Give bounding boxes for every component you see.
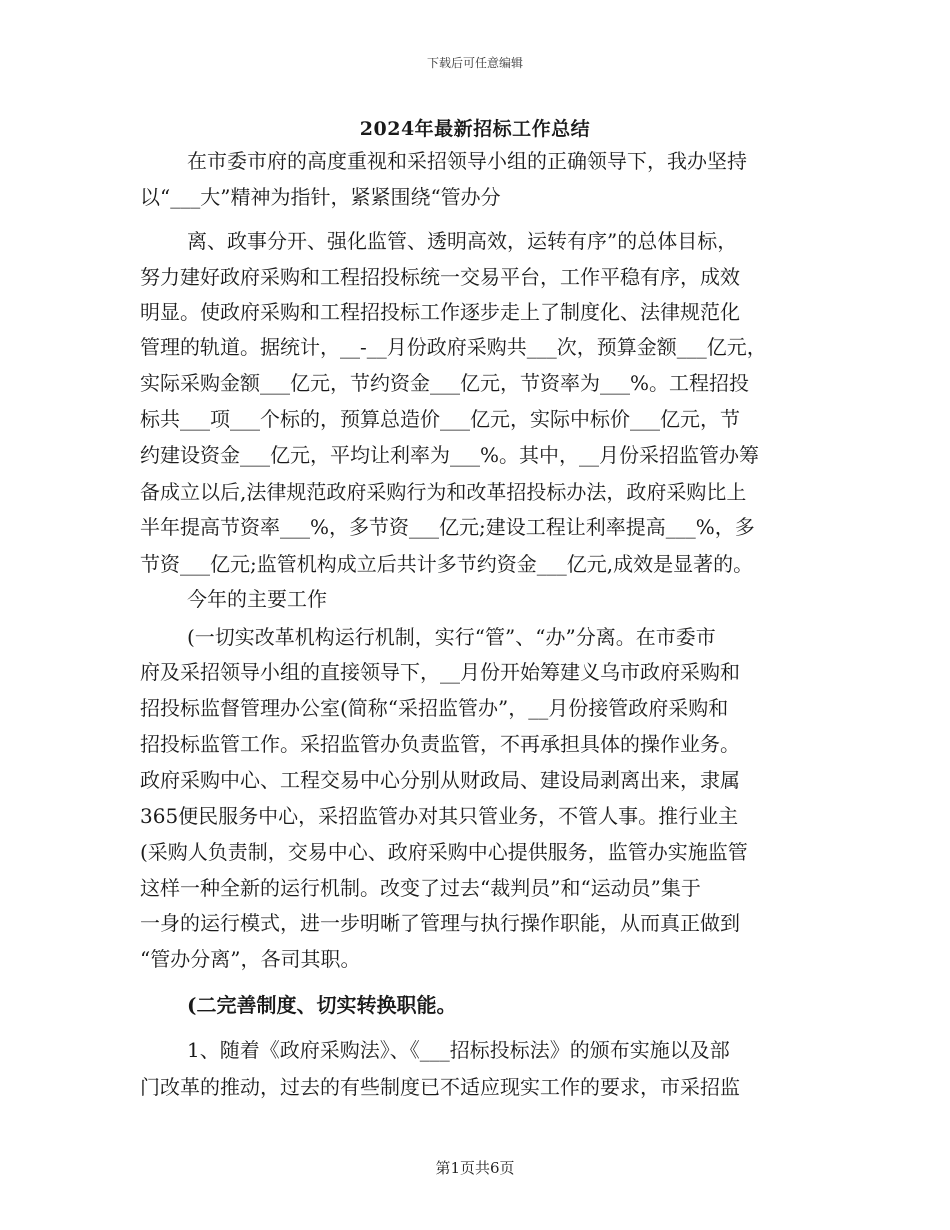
body-line: “管办分离”，各司其职。 (140, 947, 361, 971)
body-line: 一身的运行模式，进一步明晰了管理与执行操作职能，从而真正做到 (140, 911, 740, 935)
page-number-footer: 第1页共6页 (435, 1159, 515, 1177)
body-line: 实际采购金额___亿元，节约资金___亿元，节资率为___%。工程招投 (140, 371, 750, 395)
body-line: 管理的轨道。据统计，__-__月份政府采购共___次，预算金额___亿元， (140, 335, 767, 359)
section-heading: (二完善制度、切实转换职能。 (187, 993, 457, 1017)
body-line: 节资___亿元;监管机构成立后共计多节约资金___亿元,成效是显著的。 (140, 552, 754, 576)
document-title: 2024年最新招标工作总结 (359, 118, 591, 140)
header-note: 下载后可任意编辑 (426, 56, 523, 70)
body-line: 365便民服务中心，采招监管办对其只管业务，不管人事。推行业主 (140, 804, 739, 828)
body-line: 备成立以后,法律规范政府采购行为和改革招投标办法，政府采购比上 (140, 480, 747, 504)
body-line: (一切实改革机构运行机制，实行“管”、“办”分离。在市委市 (187, 625, 716, 649)
body-line: 政府采购中心、工程交易中心分别从财政局、建设局剥离出来，隶属 (140, 768, 740, 792)
body-line: 招投标监督管理办公室(简称“采招监管办”，__月份接管政府采购和 (140, 696, 729, 720)
body-line: 半年提高节资率___%，多节资___亿元;建设工程让利率提高___%，多 (140, 515, 755, 539)
body-line: 标共___项___个标的，预算总造价___亿元，实际中标价___亿元，节 (140, 407, 740, 431)
body-line: 这样一种全新的运行机制。改变了过去“裁判员”和“运动员”集于 (140, 876, 701, 900)
body-line: 明显。使政府采购和工程招投标工作逐步走上了制度化、法律规范化 (140, 300, 740, 324)
body-line: 今年的主要工作 (187, 587, 327, 611)
body-line: 以“___大”精神为指针，紧紧围绕“管办分 (140, 185, 501, 209)
body-line: 1、随着《政府采购法》、《___招标投标法》的颁布实施以及部 (187, 1038, 730, 1062)
body-line: 离、政事分开、强化监管、透明高效，运转有序”的总体目标， (187, 229, 738, 253)
body-line: 门改革的推动，过去的有些制度已不适应现实工作的要求，市采招监 (140, 1075, 740, 1099)
body-line: 约建设资金___亿元，平均让利率为___%。其中，__月份采招监管办筹 (140, 443, 760, 467)
body-line: 招投标监管工作。采招监管办负责监管，不再承担具体的操作业务。 (140, 732, 740, 756)
body-line: (采购人负责制，交易中心、政府采购中心提供服务，监管办实施监管 (140, 840, 748, 864)
body-line: 努力建好政府采购和工程招投标统一交易平台，工作平稳有序，成效 (140, 265, 740, 289)
body-line: 在市委市府的高度重视和采招领导小组的正确领导下，我办坚持 (187, 149, 747, 173)
body-line: 府及采招领导小组的直接领导下，__月份开始筹建义乌市政府采购和 (140, 660, 740, 684)
